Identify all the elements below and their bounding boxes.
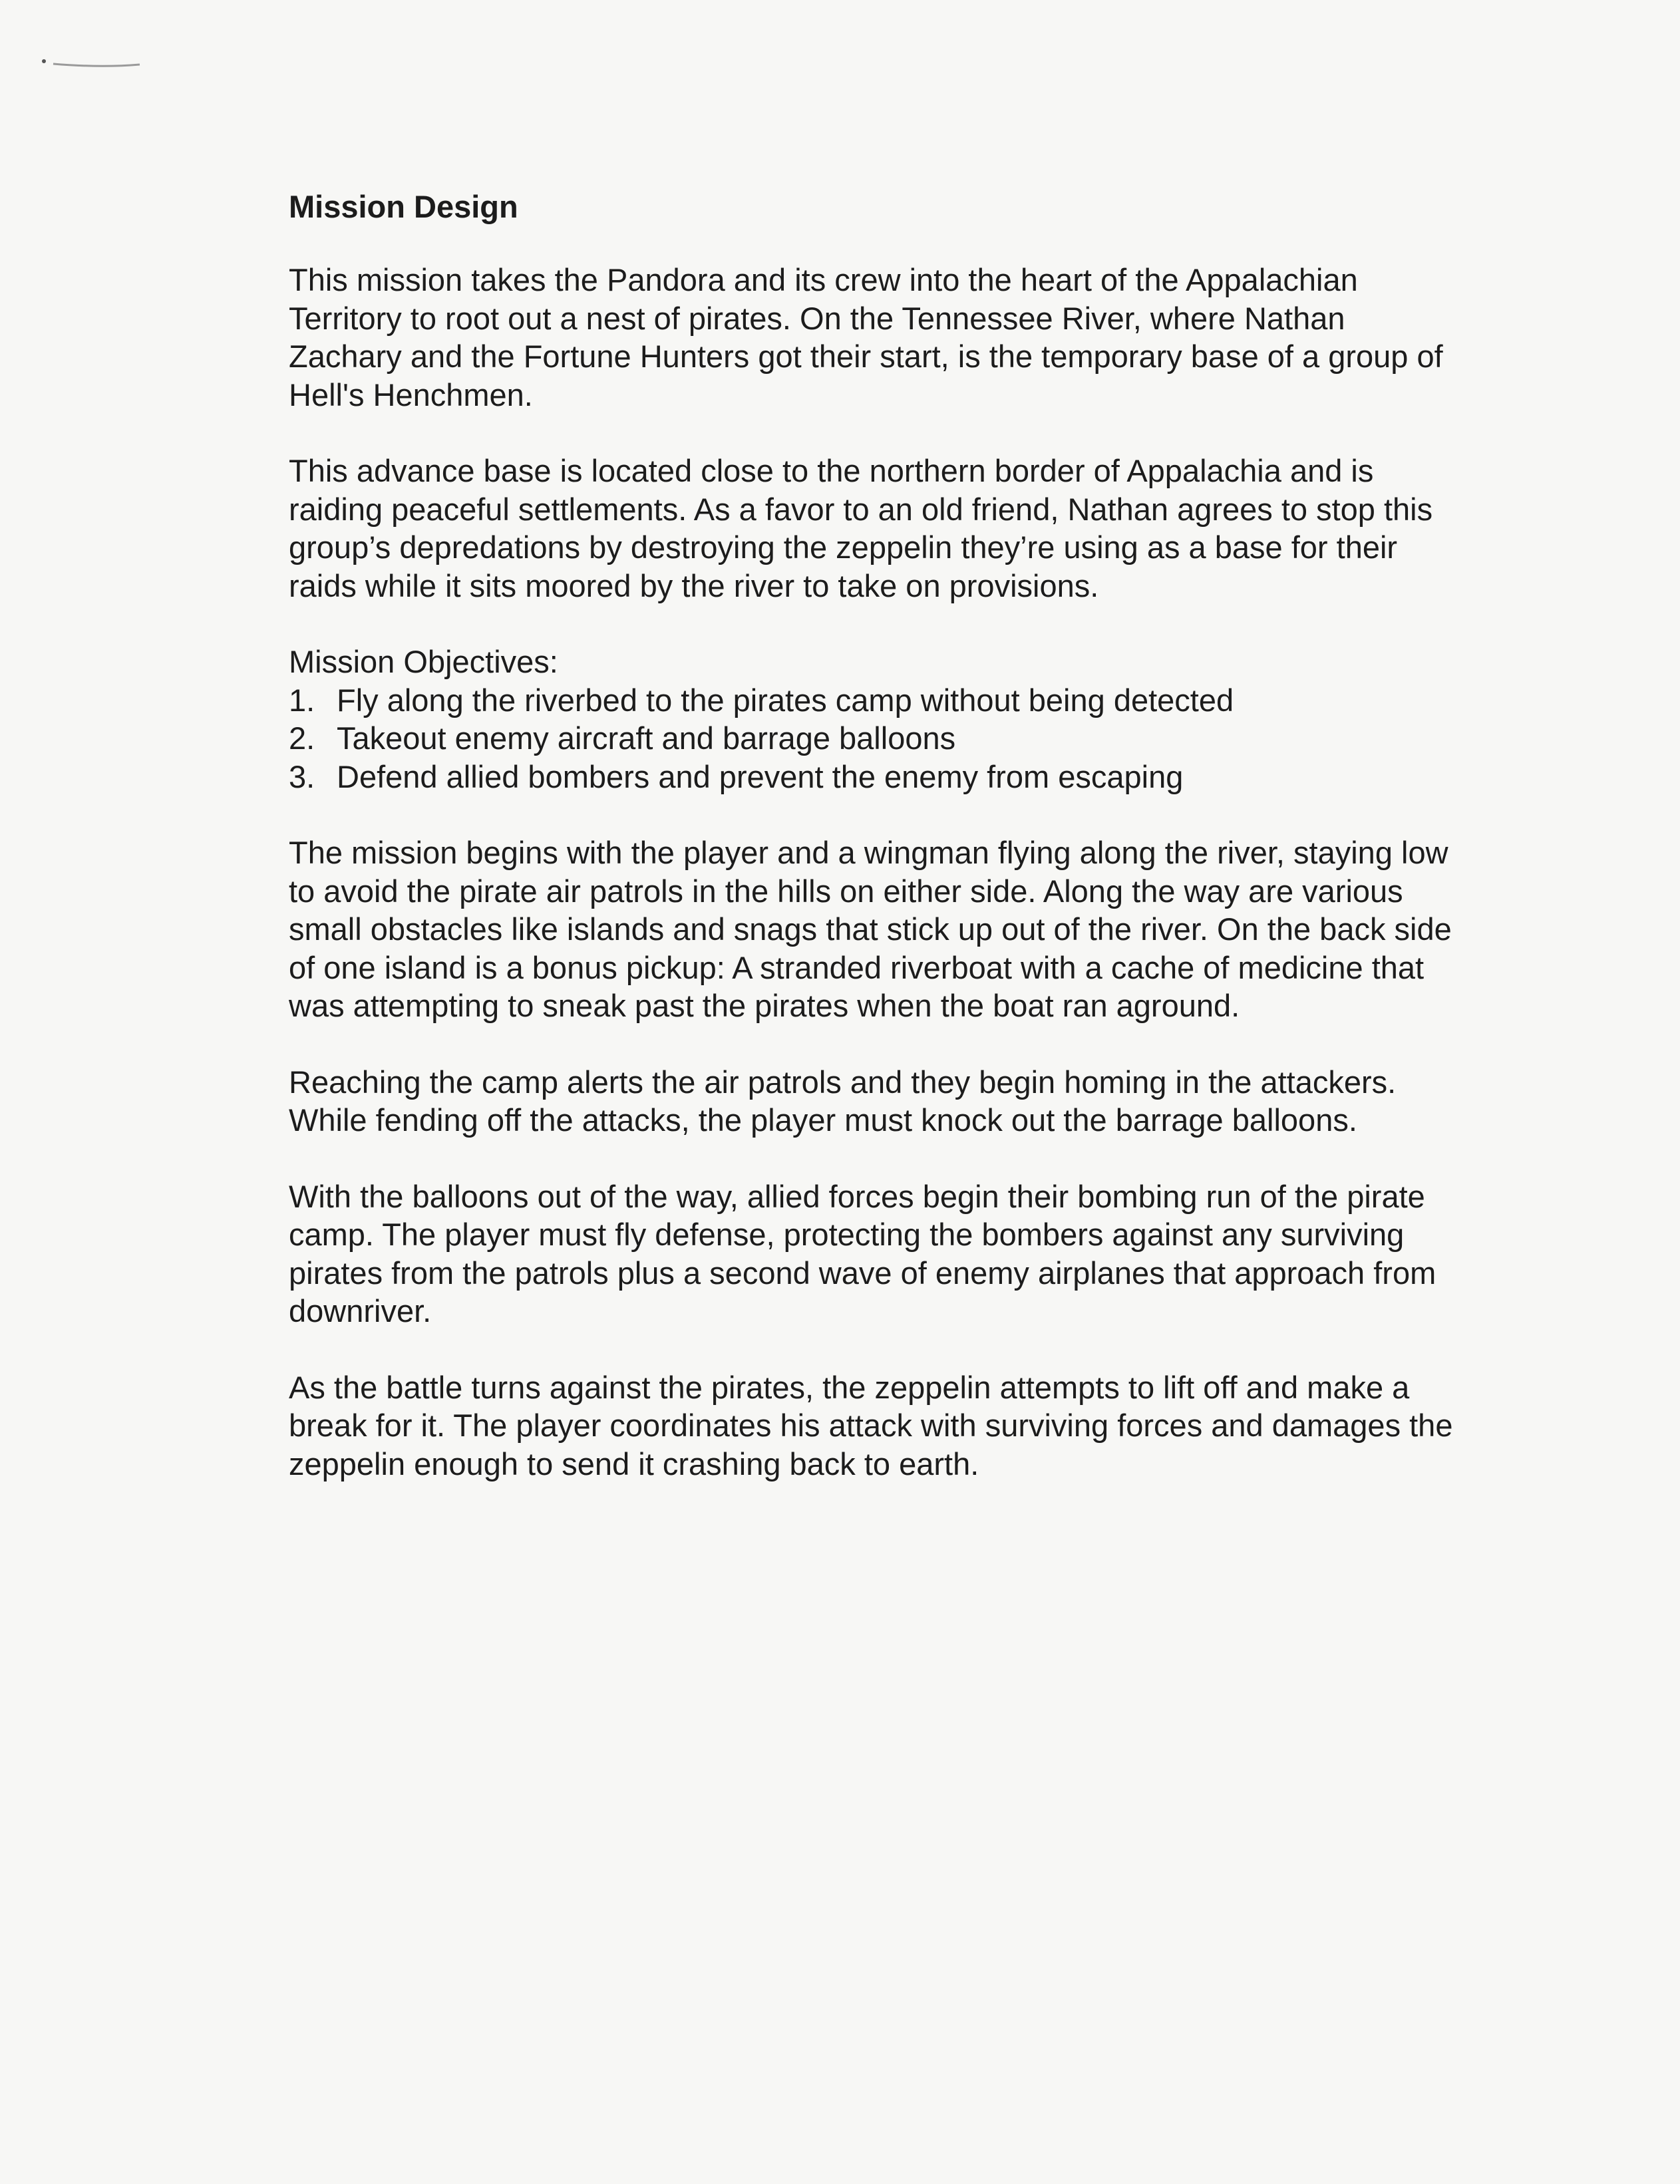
objective-text: Takeout enemy aircraft and barrage balloons [337, 720, 956, 756]
objectives-heading: Mission Objectives: [289, 644, 558, 679]
paragraph-zeppelin-escape: As the battle turns against the pirates, the zeppelin attempts to lift off and make a break for it. The player coordinates his attack with surviving forces and damages the zeppelin enough to send it crashing back to earth. [289, 1369, 1453, 1482]
objective-item [289, 719, 1460, 758]
objective-number: 2. [289, 720, 315, 756]
objective-list [289, 681, 1460, 796]
paragraph-intro: This mission takes the Pandora and its crew into the heart of the Appalachian Territory to root out a nest of pirates. On the Tennessee River, where Nathan Zachary and the Fortune Hunters got their start, is the temporary base of a group of Hell's Henchmen. [289, 262, 1443, 412]
objective-item [289, 758, 1460, 796]
objective-text: Fly along the riverbed to the pirates camp without being detected [337, 682, 1234, 718]
document-page [289, 184, 1460, 1521]
paragraph-camp-alert: Reaching the camp alerts the air patrols and they begin homing in the attackers. While fending off the attacks, the player must knock out the barrage balloons. [289, 1064, 1397, 1138]
objective-text: Defend allied bombers and prevent the enemy from escaping [337, 758, 1184, 794]
scan-artifact-mark [41, 59, 148, 73]
mission-objectives [289, 643, 1460, 796]
paragraph-mission-start: The mission begins with the player and a wingman flying along the river, staying low to avoid the pirate air patrols in the hills on either side. Along the way are various small obstacles like islands and snags that stick up out of the river. On the back side of one island is a bonus pickup: A stranded riverboat with a cache of medicine that was attempting to sneak past the pirates when the boat ran aground. [289, 835, 1452, 1023]
paragraph-bombing-run: With the balloons out of the way, allied forces begin their bombing run of the pirate camp. The player must fly defense, protecting the bombers against any surviving pirates from the patrols plus a second wave of enemy airplanes that approach from downriver. [289, 1178, 1436, 1328]
paragraph-advance-base: This advance base is located close to the northern border of Appalachia and is raiding peaceful settlements. As a favor to an old friend, Nathan agrees to stop this group’s depredations by destroying the zeppelin they’re using as a base for their raids while it sits moored by the river to take on provisions. [289, 453, 1433, 603]
document-title: Mission Design [289, 189, 518, 224]
objective-number: 1. [289, 682, 315, 718]
objective-item [289, 681, 1460, 720]
objective-number: 3. [289, 758, 315, 794]
